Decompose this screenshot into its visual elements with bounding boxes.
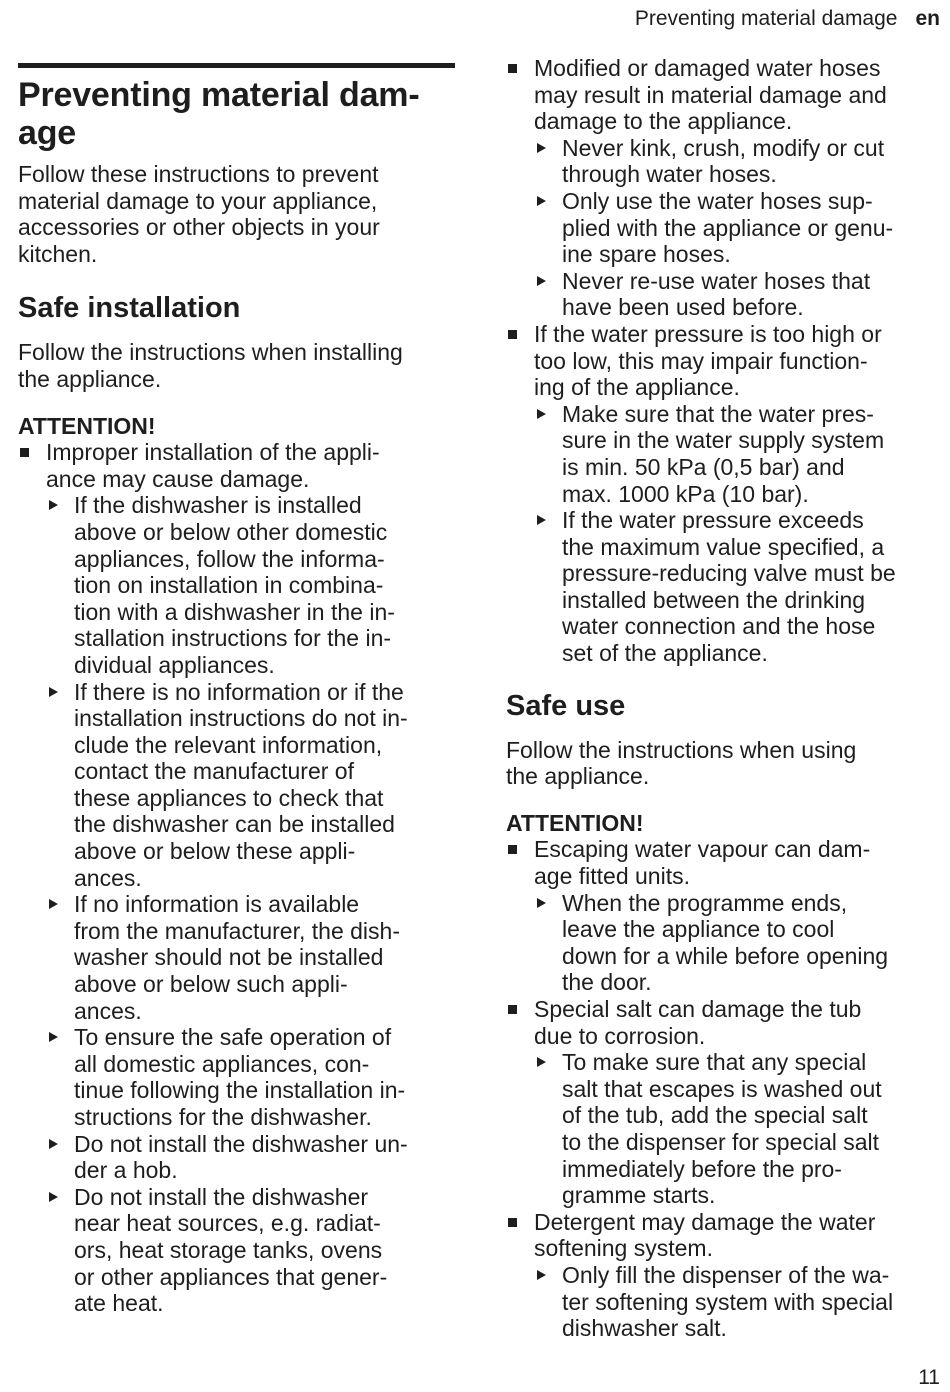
instruction-list [534,135,946,321]
list-item: When the programme ends, leave the appliance to cool down for a while before opening the door. [534,890,946,996]
attention-label: ATTENTION! [18,412,156,439]
running-header [635,7,940,31]
list-item: If no information is available from the manufacturer, the dish- washer should not be installed above or below such appli- ances. [46,891,458,1024]
list-item: Do not install the dishwasher near heat sources, e.g. radiat- ors, heat storage tanks, ovens or other appliances that gener- ate heat. [46,1184,458,1317]
list-item: To ensure the safe operation of all domestic appliances, con- tinue following the installation in- structions for the dishwasher. [46,1024,458,1130]
section-intro: Follow the instructions when using the appliance. [506,736,857,790]
language-code: en [915,7,940,30]
instruction-list [534,1262,946,1342]
list-item: Special salt can damage the tub due to corrosion. To make sure that any special salt that escapes is washed out of the tub, add the special salt to the dispenser for special salt immediately before the pro- gramme starts. [506,996,946,1209]
list-item: Never kink, crush, modify or cut through water hoses. [534,135,946,188]
list-item: If the dishwasher is installed above or below other domestic appliances, follow the informa- tion on installation in combina- tion with a dishwasher in the in- stallation instructions for the in- dividual appliances. [46,492,458,678]
instruction-list [534,890,946,996]
list-item: Escaping water vapour can dam- age fitted units. When the programme ends, leave the appliance to cool down for a while before opening the door. [506,836,946,996]
page-title: Preventing material dam- age [18,76,420,152]
list-item: If there is no information or if the installation instructions do not in- clude the relevant information, contact the manufacturer of these appliances to check that the dishwasher can be installed above or below these appli- ances. [46,679,458,892]
warning-list [18,439,458,1317]
section-intro: Follow the instructions when installing the appliance. [18,339,403,392]
attention-label: ATTENTION! [506,809,644,836]
list-item: Make sure that the water pres- sure in the water supply system is min. 50 kPa (0,5 bar) and max. 1000 kPa (10 bar). [534,401,946,507]
page-intro: Follow these instructions to prevent material damage to your appliance, accessories or other objects in your kitchen. [18,161,380,267]
warning-list [506,55,946,667]
title-rule [18,63,455,68]
list-item: Only use the water hoses sup- plied with the appliance or genu- ine spare hoses. [534,188,946,268]
list-item: Do not install the dishwasher un- der a hob. [46,1131,458,1184]
instruction-list [534,401,946,667]
page-number: 11 [918,1366,940,1389]
right-column [506,55,946,1342]
list-item: If the water pressure exceeds the maximum value specified, a pressure-reducing valve must be installed between the drinking water connection and the hose set of the appliance. [534,507,946,667]
list-item: Modified or damaged water hoses may result in material damage and damage to the appliance. Never kink, crush, modify or cut through water hoses. Only use the water hoses sup- plied with the appliance or genu- ine spare hoses. Never re-use water hoses that have been used before. [506,55,946,321]
left-column [18,0,458,1317]
list-item: Never re-use water hoses that have been used before. [534,268,946,321]
section-heading-safe-use: Safe use [506,689,626,722]
section-heading-safe-installation: Safe installation [18,292,241,325]
list-item: If the water pressure is too high or too low, this may impair function- ing of the appliance. Make sure that the water pres- sure in the water supply system is min. 50 kPa (0,5 bar) and max. 1000 kPa (10 bar). If the water pressure exceeds the maximum value specified, a pressure-reducing valve must be installed between the drinking water connection and the hose set of the appliance. [506,321,946,667]
warning-list [506,836,946,1341]
list-item: To make sure that any special salt that escapes is washed out of the tub, add the special salt to the dispenser for special salt immediately before the pro- gramme starts. [534,1049,946,1209]
instruction-list [46,492,458,1316]
instruction-list [534,1049,946,1209]
list-item: Improper installation of the appli- ance may cause damage. If the dishwasher is installed above or below other domestic appliances, follow the informa- tion on installation in combina- tion with a dishwasher in the in- stallation instructions for the in- dividual appliances. If there is no information or if the installation instructions do not in- clude the relevant information, contact the manufacturer of these appliances to check that the dishwasher can be installed above or below these appli- ances. If no information is available from the manufacturer, the dish- washer should not be installed above or below such appli- ances. To ensure the safe operation of all domestic appliances, con- tinue following the installation in- structions for the dishwasher. Do not install the dishwasher un- der a hob. Do not install the dishwasher near heat sources, e.g. radiat- ors, heat storage tanks, ovens or other appliances that gener- ate heat. [18,439,458,1317]
header-title: Preventing material damage [634,7,898,30]
list-item: Detergent may damage the water softening system. Only fill the dispenser of the wa- ter softening system with special dishwasher salt. [506,1209,946,1342]
list-item: Only fill the dispenser of the wa- ter softening system with special dishwasher salt. [534,1262,946,1342]
